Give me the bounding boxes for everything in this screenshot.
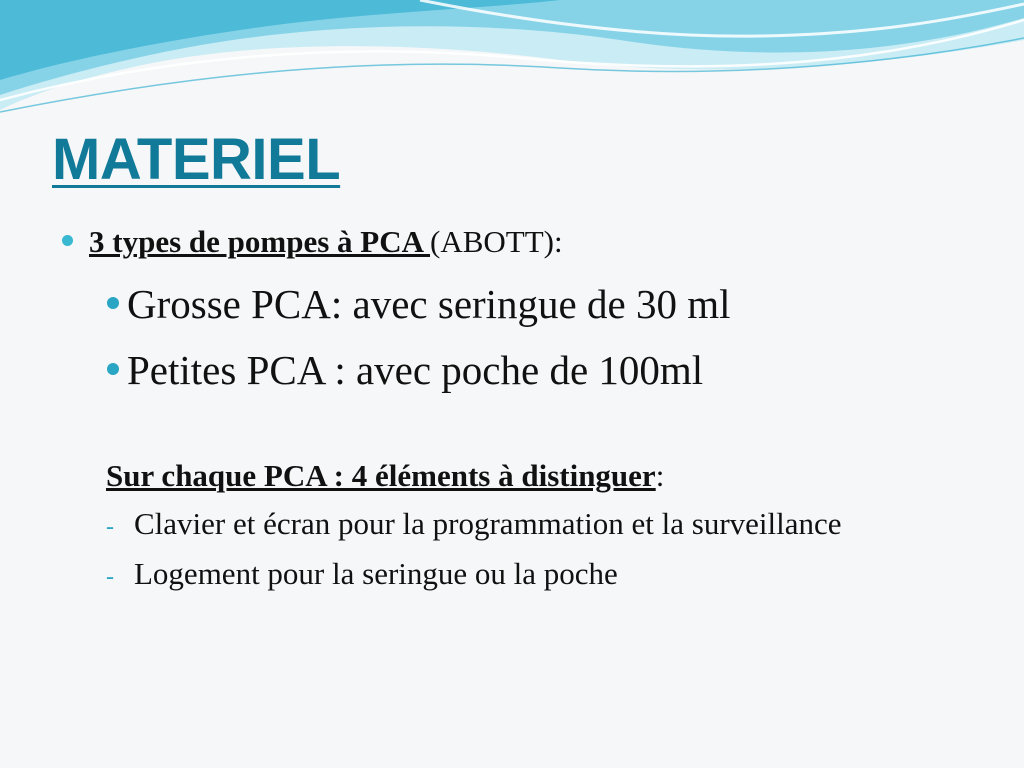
sub-bullet-grosse-pca — [107, 280, 731, 328]
main-bullet-rest: (ABOTT): — [430, 224, 563, 259]
bullet-dot-icon — [107, 297, 119, 309]
main-bullet-emphasis: 3 types de pompes à PCA — [89, 224, 431, 259]
sub-bullet-label: Petites PCA : avec poche de 100ml — [127, 347, 704, 393]
dash-bullet-icon: - — [106, 564, 114, 590]
dash-item-clavier — [106, 506, 842, 542]
dash-item-logement — [106, 556, 618, 592]
dash-bullet-icon: - — [106, 514, 114, 540]
sub-bullet-label: Grosse PCA: avec seringue de 30 ml — [127, 281, 731, 327]
elements-subheading — [106, 458, 664, 494]
sub-bullet-petites-pca — [107, 346, 703, 394]
bullet-dot-icon — [62, 235, 73, 246]
header-wave-decoration — [0, 0, 1024, 120]
slide-title: MATERIEL — [52, 127, 341, 192]
bullet-dot-icon — [107, 363, 119, 375]
subheading-emphasis: Sur chaque PCA : 4 éléments à distinguer — [106, 458, 656, 493]
subheading-rest: : — [655, 458, 665, 493]
dash-item-label: Logement pour la seringue ou la poche — [134, 556, 618, 591]
dash-item-label: Clavier et écran pour la programmation et la surveillance — [134, 506, 842, 541]
main-bullet — [62, 224, 563, 260]
